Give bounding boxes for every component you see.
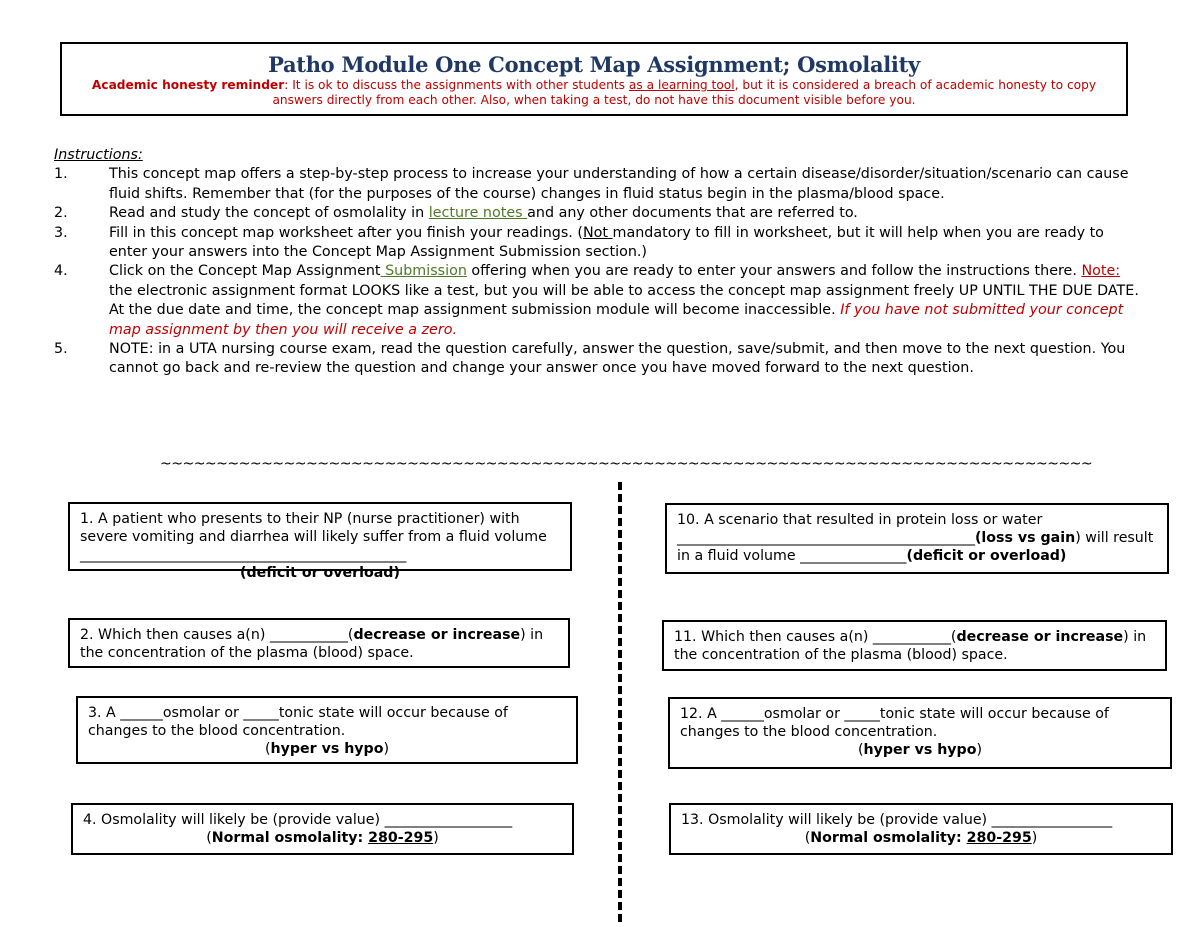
academic-honesty-notice	[70, 78, 1118, 108]
question-box-2[interactable]	[68, 618, 570, 668]
item-text: This concept map offers a step-by-step process to increase your understanding of how a certain disease/disorder/situation/scenario can cause fluid shifts. Remember that (for the purposes of the course) changes in fluid status begin in the plasma/blood space.	[109, 166, 1129, 202]
item-text: offering when you are ready to enter your answers and follow the instructions there.	[466, 263, 1082, 280]
hint-paren: (	[857, 742, 864, 758]
question-choice: (loss vs gain	[974, 530, 1076, 546]
question-text: 2. Which then causes a(n) ___________(	[80, 627, 354, 643]
item-number: 2.	[54, 205, 68, 222]
dashed-divider	[618, 482, 622, 922]
question-box-3[interactable]	[76, 696, 578, 764]
normal-value: 280-295	[966, 830, 1032, 846]
question-text: 10. A scenario that resulted in protein loss or water __________________________________________	[677, 512, 1043, 546]
question-text: ) in the concentration of the plasma (blood) space.	[674, 629, 1147, 663]
lecture-notes-link[interactable]: lecture notes	[428, 205, 528, 222]
hint-choice: hyper vs hypo	[863, 742, 977, 758]
item-text: Fill in this concept map worksheet after you finish your readings. (	[109, 224, 583, 241]
question-text: 4. Osmolality will likely be (provide value) __________________	[83, 812, 513, 828]
instruction-item-3	[54, 224, 1144, 263]
question-box-12[interactable]	[668, 697, 1172, 769]
item-text: and any other documents that are referred to.	[527, 205, 858, 222]
instruction-item-4	[54, 262, 1144, 340]
hint-paren: (	[264, 741, 271, 757]
note-label: Note:	[1081, 263, 1121, 280]
normal-osmolality	[681, 829, 1161, 847]
question-text: 11. Which then causes a(n) ___________(	[674, 629, 957, 645]
notice-label: Academic honesty reminder	[91, 78, 285, 92]
question-box-1[interactable]	[68, 502, 572, 581]
instructions-heading: Instructions:	[54, 147, 143, 163]
hint-paren: )	[383, 741, 390, 757]
normal-paren: )	[1031, 830, 1038, 846]
normal-label: Normal osmolality:	[810, 830, 967, 846]
notice-text-2: , but it is considered a breach of academic honesty to copy answers directly from each other. Also, when taking a test, do not have this document visible before you.	[272, 78, 1097, 107]
question-choice: decrease or increase	[956, 629, 1124, 645]
instruction-item-2	[54, 204, 1144, 223]
item-number: 5.	[54, 341, 68, 358]
question-text: 13. Osmolality will likely be (provide value) _________________	[681, 812, 1113, 828]
question-hint: (deficit or overload)	[240, 565, 400, 581]
submission-link[interactable]: Submission	[380, 263, 467, 280]
instruction-item-5	[54, 340, 1144, 379]
notice-text-1: : It is ok to discuss the assignments with other students	[284, 78, 629, 92]
page-title: Patho Module One Concept Map Assignment; Osmolality	[268, 52, 920, 77]
item-number: 4.	[54, 263, 68, 280]
item-number: 3.	[54, 224, 68, 241]
instruction-item-1	[54, 165, 1144, 204]
normal-paren: )	[433, 830, 439, 846]
question-text: 1. A patient who presents to their NP (nurse practitioner) with severe vomiting and diarrhea will likely suffer from a fluid volume ______________________________________________	[80, 511, 547, 563]
notice-link: as a learning tool	[628, 78, 735, 92]
question-box-13[interactable]	[669, 803, 1173, 855]
question-text: 3. A ______osmolar or _____tonic state will occur because of changes to the blood concentration.	[88, 705, 508, 739]
normal-paren: (	[804, 830, 811, 846]
item-number: 1.	[54, 166, 68, 183]
item-text: the electronic assignment format LOOKS like a test, but you will be able to access the concept map assignment freely UP UNTIL THE DUE DATE. At the due date and time, the concept map assignment submission module will become inaccessible.	[109, 282, 1139, 319]
question-choice: (deficit or overload)	[906, 548, 1067, 564]
item-text: Click on the Concept Map Assignment	[109, 263, 381, 280]
question-hint	[680, 741, 1160, 759]
question-text: ) in the concentration of the plasma (blood) space.	[80, 627, 544, 661]
question-box-10[interactable]	[665, 503, 1169, 574]
normal-paren: (	[206, 830, 212, 846]
instructions	[54, 146, 1144, 379]
header-box	[60, 42, 1128, 116]
question-text: ) will result in a fluid volume _______________	[677, 530, 1154, 564]
question-box-4[interactable]	[71, 803, 574, 855]
zero-warning: If you have not submitted your concept map assignment by then you will receive a zero.	[109, 302, 1124, 338]
normal-label: Normal osmolality:	[211, 830, 369, 846]
item-text: mandatory to fill in worksheet, but it will help when you are ready to enter your answers into the Concept Map Assignment Submission section.)	[109, 224, 1104, 261]
item-text: NOTE: in a UTA nursing course exam, read the question carefully, answer the question, save/submit, and then move to the next question. You cannot go back and re-review the question and change your answer once you have moved forward to the next question.	[109, 341, 1126, 377]
normal-value: 280-295	[368, 830, 434, 846]
question-text: 12. A ______osmolar or _____tonic state will occur because of changes to the blood concentration.	[680, 706, 1109, 740]
tilde-separator: ~~~~~~~~~~~~~~~~~~~~~~~~~~~~~~~~~~~~~~~~~~~~~~~~~~~~~~~~~~~~~~~~~~~~~~~~~~~~~~~~~~~	[160, 456, 1093, 472]
item-text: Read and study the concept of osmolality in	[109, 205, 429, 222]
hint-choice: hyper vs hypo	[270, 741, 384, 757]
question-hint	[88, 740, 566, 758]
question-box-11[interactable]	[662, 620, 1167, 671]
normal-osmolality	[83, 829, 562, 847]
item-underline: Not	[582, 224, 613, 241]
hint-paren: )	[976, 742, 983, 758]
question-choice: decrease or increase	[353, 627, 521, 643]
